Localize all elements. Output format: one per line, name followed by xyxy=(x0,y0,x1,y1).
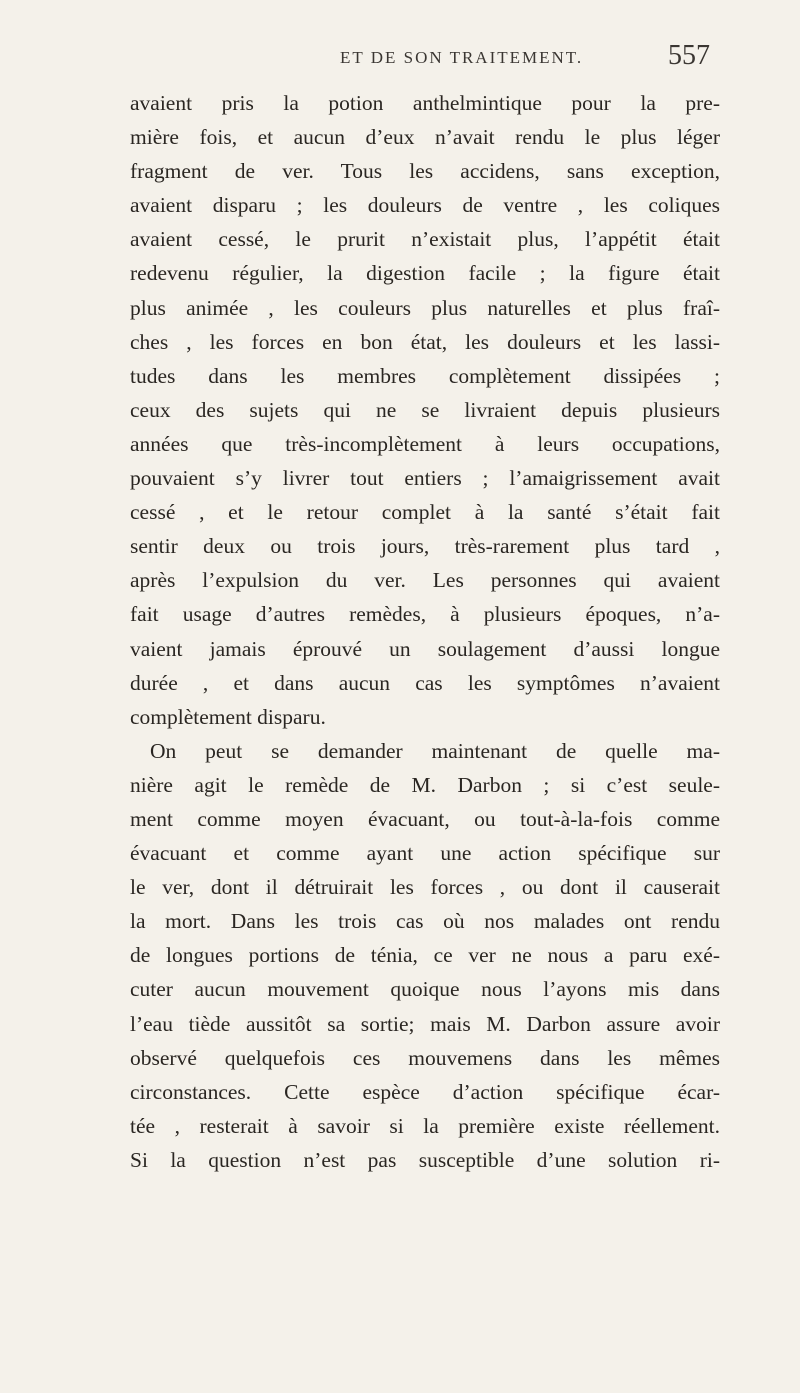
text-line: cessé , et le retour complet à la santé s’était fait xyxy=(130,500,720,525)
body-text xyxy=(130,86,720,1177)
text-line: années que très-incomplètement à leurs occupations, xyxy=(130,431,720,456)
text-line: avaient pris la potion anthelmintique pour la pre- xyxy=(130,91,720,115)
page-header xyxy=(130,40,710,80)
text-line: après l’expulsion du ver. Les personnes qui avaient xyxy=(130,568,720,593)
text-line: avaient cessé, le prurit n’existait plus, l’appétit était xyxy=(130,227,720,252)
text-line: ceux des sujets qui ne se livraient depuis plusieurs xyxy=(130,397,720,422)
text-line: l’eau tiède aussitôt sa sortie; mais M. Darbon assure avoir xyxy=(130,1011,720,1036)
text-line: de longues portions de ténia, ce ver ne nous a paru exé- xyxy=(130,943,720,968)
text-line: Si la question n’est pas susceptible d’une solution ri- xyxy=(130,1147,720,1172)
text-line: sentir deux ou trois jours, très-rarement plus tard , xyxy=(130,534,720,559)
text-line: redevenu régulier, la digestion facile ; la figure était xyxy=(130,261,720,286)
text-line: pouvaient s’y livrer tout entiers ; l’amaigrissement avait xyxy=(130,466,720,491)
text-line: circonstances. Cette espèce d’action spécifique écar- xyxy=(130,1079,720,1104)
text-line: fragment de ver. Tous les accidens, sans exception, xyxy=(130,159,720,184)
text-line: mière fois, et aucun d’eux n’avait rendu le plus léger xyxy=(130,125,720,150)
text-line: ches , les forces en bon état, les douleurs et les lassi- xyxy=(130,329,720,354)
text-line: tudes dans les membres complètement dissipées ; xyxy=(130,363,720,388)
text-line: plus animée , les couleurs plus naturelles et plus fraî- xyxy=(130,295,720,320)
text-line: vaient jamais éprouvé un soulagement d’aussi longue xyxy=(130,636,720,661)
text-line: évacuant et comme ayant une action spécifique sur xyxy=(130,841,720,866)
page-number: 557 xyxy=(668,40,710,71)
paragraph-end-line: complètement disparu. xyxy=(130,704,326,729)
text-line: fait usage d’autres remèdes, à plusieurs époques, n’a- xyxy=(130,602,720,627)
text-line: durée , et dans aucun cas les symptômes n’avaient xyxy=(130,670,720,695)
text-line: cuter aucun mouvement quoique nous l’ayons mis dans xyxy=(130,977,720,1002)
text-line: la mort. Dans les trois cas où nos malades ont rendu xyxy=(130,909,720,934)
text-line: observé quelquefois ces mouvemens dans les mêmes xyxy=(130,1045,720,1070)
text-line: le ver, dont il détruirait les forces , ou dont il causerait xyxy=(130,875,720,900)
running-head: ET DE SON TRAITEMENT. xyxy=(340,48,584,67)
text-line: ment comme moyen évacuant, ou tout-à-la-fois comme xyxy=(130,806,720,831)
text-line: avaient disparu ; les douleurs de ventre , les coliques xyxy=(130,193,720,218)
text-line: tée , resterait à savoir si la première existe réellement. xyxy=(130,1113,720,1138)
paragraph-start-line: On peut se demander maintenant de quelle ma- xyxy=(150,738,720,763)
text-line: nière agit le remède de M. Darbon ; si c’est seule- xyxy=(130,772,720,797)
